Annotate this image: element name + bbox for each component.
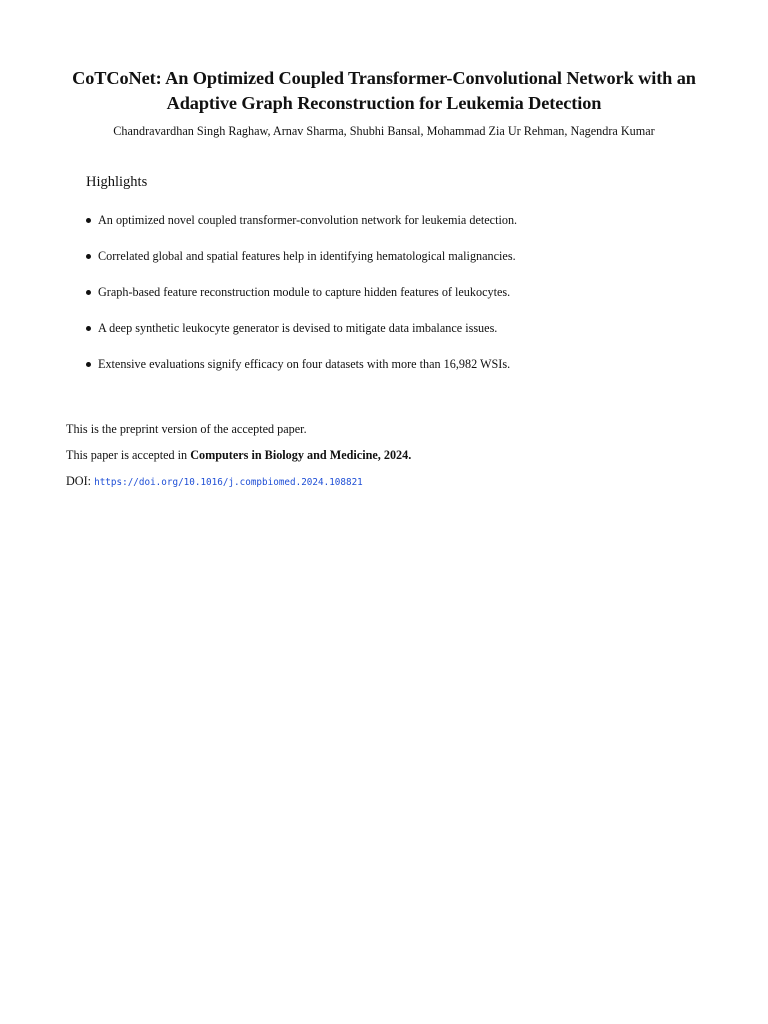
highlight-item [86, 356, 517, 392]
highlight-text: A deep synthetic leukocyte generator is devised to mitigate data imbalance issues. [98, 321, 498, 335]
bullet-icon [86, 290, 91, 295]
bullet-icon [86, 218, 91, 223]
paper-title [0, 66, 768, 116]
highlight-item [86, 284, 517, 320]
highlight-item [86, 320, 517, 356]
highlights-heading: Highlights [86, 174, 148, 190]
highlights-list [86, 212, 517, 392]
highlight-text: An optimized novel coupled transformer-convolution network for leukemia detection. [98, 213, 518, 227]
highlight-text: Correlated global and spatial features help in identifying hematological malignancies. [98, 249, 516, 263]
highlight-item [86, 212, 517, 248]
acceptance-note [66, 447, 411, 463]
journal-name: Computers in Biology and Medicine, 2024. [190, 448, 412, 462]
doi-label: DOI: [66, 474, 95, 488]
bullet-icon [86, 254, 91, 259]
author-list: Chandravardhan Singh Raghaw, Arnav Sharma, Shubhi Bansal, Mohammad Zia Ur Rehman, Nagendra Kumar [113, 124, 655, 138]
highlight-text: Extensive evaluations signify efficacy on four datasets with more than 16,982 WSIs. [98, 357, 511, 371]
highlight-item [86, 248, 517, 284]
paper-title-line-2: Adaptive Graph Reconstruction for Leukemia Detection [166, 93, 602, 113]
highlight-text: Graph-based feature reconstruction module to capture hidden features of leukocytes. [98, 285, 511, 299]
acceptance-prefix: This paper is accepted in [66, 448, 191, 462]
bullet-icon [86, 326, 91, 331]
bullet-icon [86, 362, 91, 367]
preprint-note: This is the preprint version of the accepted paper. [66, 422, 307, 436]
paper-title-line-1: CoTCoNet: An Optimized Coupled Transformer-Convolutional Network with an [72, 68, 696, 88]
doi-link[interactable]: https://doi.org/10.1016/j.compbiomed.2024.108821 [94, 477, 363, 488]
doi-line [66, 473, 363, 491]
